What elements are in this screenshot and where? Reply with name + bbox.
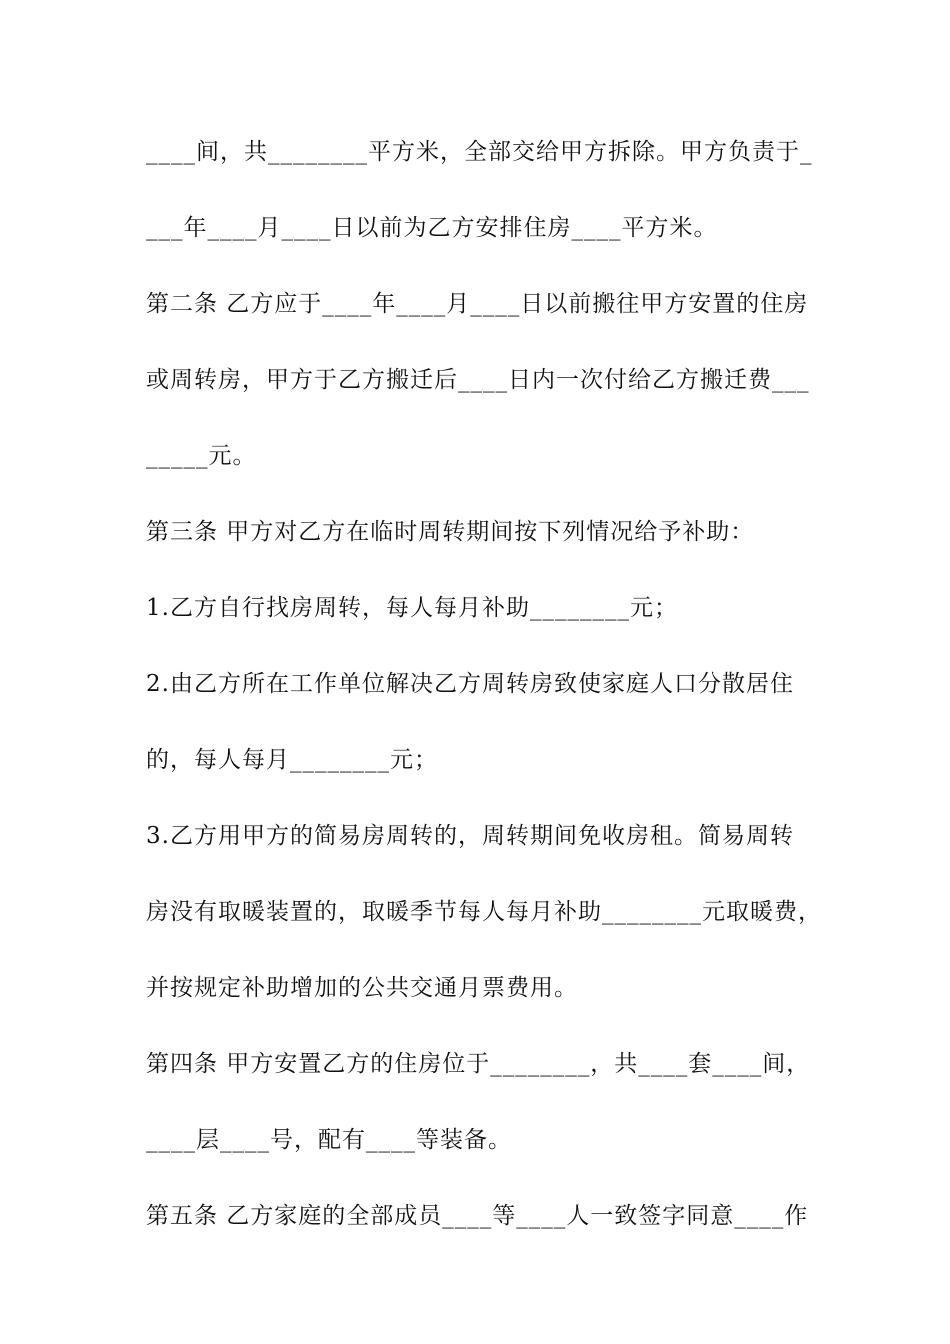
text-line: 2.由乙方所在工作单位解决乙方周转房致使家庭人口分散居住 — [146, 671, 794, 697]
text-line: 第四条 甲方安置乙方的住房位于________，共____套____间， — [146, 1051, 811, 1077]
text-line: ___年____月____日以前为乙方安排住房____平方米。 — [146, 215, 718, 241]
text-line: ____间，共________平方米，全部交给甲方拆除。甲方负责于_ — [146, 139, 813, 165]
text-line: 第三条 甲方对乙方在临时周转期间按下列情况给予补助： — [146, 519, 755, 545]
text-line: 第二条 乙方应于____年____月____日以前搬往甲方安置的住房 — [146, 291, 809, 317]
text-line: _____元。 — [146, 443, 257, 469]
text-line: 1.乙方自行找房周转，每人每月补助________元； — [146, 595, 678, 621]
document-body — [146, 122, 822, 1262]
text-line: 房没有取暖装置的，取暖季节每人每月补助________元取暖费， — [146, 899, 822, 925]
text-line: 并按规定补助增加的公共交通月票费用。 — [146, 975, 578, 1001]
text-line: 或周转房，甲方于乙方搬迁后____日内一次付给乙方搬迁费___ — [146, 367, 810, 393]
text-line: 3.乙方用甲方的简易房周转的，周转期间免收房租。简易周转 — [146, 823, 794, 849]
text-line: 第五条 乙方家庭的全部成员____等____人一致签字同意____作 — [146, 1203, 809, 1229]
text-line: 的，每人每月________元； — [146, 747, 438, 773]
text-line: ____层____号，配有____等装备。 — [146, 1127, 512, 1153]
